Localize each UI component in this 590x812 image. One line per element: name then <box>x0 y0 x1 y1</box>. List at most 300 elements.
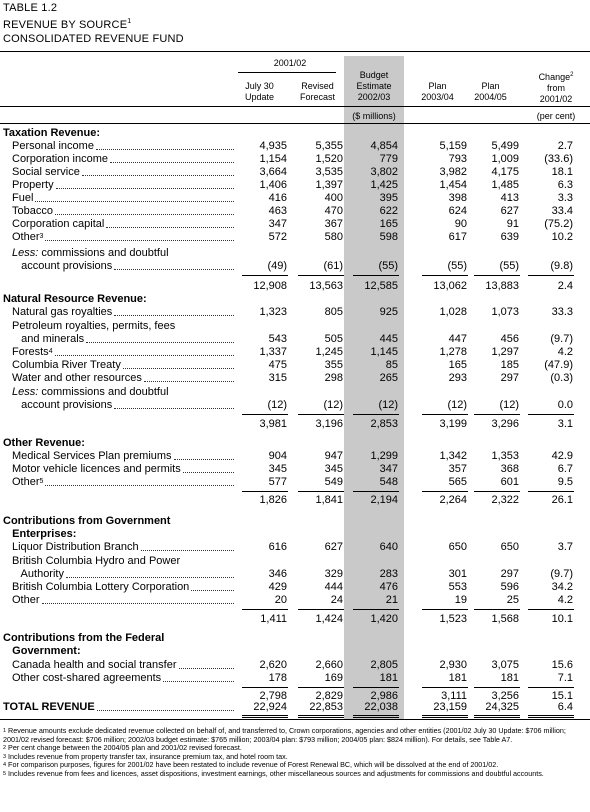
row-label <box>12 541 139 554</box>
cell-plan-2004-05: 24,325 <box>485 701 519 713</box>
row-label-text: Authority <box>12 568 64 580</box>
row-label <box>12 659 177 672</box>
cell-budget-estimate: 165 <box>379 218 398 230</box>
header-plan2004-line2: 2004/05 <box>474 92 507 102</box>
header-bottom-rule <box>0 106 590 107</box>
row-label-text: Motor vehicle licences and permits <box>12 463 181 475</box>
cell-budget-estimate: 2,986 <box>370 690 398 702</box>
cell-revised-forecast: 355 <box>324 359 343 371</box>
cell-change-pct: 33.3 <box>551 306 573 318</box>
header-plan-2004 <box>463 81 518 103</box>
cell-plan-2003-04: 553 <box>448 581 467 593</box>
leader-dots <box>42 603 234 604</box>
row-label <box>12 463 181 476</box>
cell-budget-estimate: (55) <box>378 260 398 272</box>
cell-plan-2003-04: (55) <box>447 260 467 272</box>
cell-plan-2004-05: 413 <box>500 192 519 204</box>
table-row <box>0 260 590 273</box>
row-label-text: Fuel <box>12 192 34 204</box>
leader-dots <box>45 485 234 486</box>
cell-change-pct: (0.3) <box>550 372 573 384</box>
cell-change-pct: 6.4 <box>557 701 573 713</box>
row-label <box>12 450 172 463</box>
cell-july-update: 429 <box>268 581 287 593</box>
table-row <box>0 463 590 476</box>
cell-plan-2004-05: 596 <box>500 581 519 593</box>
row-label-text: commissions and doubtful <box>38 247 169 259</box>
cell-plan-2003-04: 3,982 <box>439 166 467 178</box>
cell-revised-forecast: 505 <box>324 333 343 345</box>
cell-change-pct: (75.2) <box>544 218 573 230</box>
cell-budget-estimate: 1,145 <box>370 346 398 358</box>
column-double-underline <box>422 717 468 718</box>
column-underline <box>528 491 574 492</box>
cell-budget-estimate: 1,299 <box>370 450 398 462</box>
row-label-text: Natural gas royalties <box>12 306 113 318</box>
leader-dots <box>82 175 234 176</box>
row-label <box>12 399 112 412</box>
row-label-text: Other <box>12 231 40 243</box>
row-label-text: Other Revenue: <box>3 437 85 449</box>
row-label-text: Liquor Distribution Branch <box>12 541 139 553</box>
cell-budget-estimate: 640 <box>379 541 398 553</box>
cell-plan-2004-05: 1,485 <box>491 179 519 191</box>
leader-dots <box>110 162 234 163</box>
row-label <box>12 166 80 179</box>
row-label-text: Enterprises: <box>3 528 77 540</box>
cell-plan-2003-04: 1,342 <box>439 450 467 462</box>
cell-change-pct: 6.3 <box>557 179 573 191</box>
cell-plan-2003-04: 3,111 <box>441 690 467 702</box>
cell-revised-forecast: 627 <box>324 541 343 553</box>
cell-revised-forecast: 2,829 <box>315 690 343 702</box>
column-underline <box>474 275 520 276</box>
table-title-text: REVENUE BY SOURCE <box>3 19 128 31</box>
column-underline <box>474 491 520 492</box>
cell-july-update: (12) <box>267 399 287 411</box>
cell-plan-2004-05: 2,322 <box>491 494 519 506</box>
cell-plan-2004-05: 368 <box>500 463 519 475</box>
subtotal-row <box>0 494 590 507</box>
cell-change-pct: 10.2 <box>551 231 573 243</box>
row-label <box>3 701 95 714</box>
cell-plan-2003-04: 23,159 <box>433 701 467 713</box>
column-underline <box>422 414 468 415</box>
row-label <box>12 153 108 166</box>
cell-july-update: 1,323 <box>259 306 287 318</box>
row-label <box>12 476 43 489</box>
cell-july-update: 1,826 <box>259 494 287 506</box>
row-label-text: and minerals <box>12 333 85 345</box>
row-label-text: Canada health and social transfer <box>12 659 177 671</box>
column-underline <box>353 609 399 610</box>
cell-budget-estimate: 3,802 <box>370 166 398 178</box>
cell-change-pct: 26.1 <box>551 494 573 506</box>
cell-change-pct: 15.6 <box>551 659 573 671</box>
cell-july-update: 2,620 <box>259 659 287 671</box>
table-row <box>0 231 590 244</box>
column-underline <box>242 414 288 415</box>
cell-revised-forecast: 1,397 <box>315 179 343 191</box>
cell-plan-2003-04: 5,159 <box>439 140 467 152</box>
row-label-text: Tobacco <box>12 205 53 217</box>
header-plan2003-line2: 2003/04 <box>421 92 454 102</box>
table-row <box>0 320 590 333</box>
leader-dots <box>144 381 234 382</box>
cell-july-update: 3,981 <box>259 418 287 430</box>
footnote-text: Revenue amounts exclude dedicated revenue collected on behalf of, and transferred to, Crown corporations, agencies and other entities (2001/02 July 30 Update: $706 million; 2001/02 revised forecast: $706 million; 2002/03 budget estimate: $765 million; 2003/04 plan: $793 million; 2004/05 plan: $824 million). For details, see Table A7. <box>3 726 566 744</box>
leader-dots <box>55 355 234 356</box>
cell-plan-2004-05: 1,073 <box>491 306 519 318</box>
footnote-number: 5 <box>3 770 7 777</box>
cell-revised-forecast: 470 <box>324 205 343 217</box>
row-label-text: account provisions <box>12 399 113 411</box>
cell-plan-2004-05: 4,175 <box>491 166 519 178</box>
row-label-text: Corporation income <box>12 153 108 165</box>
cell-plan-2004-05: 5,499 <box>491 140 519 152</box>
cell-change-pct: 6.7 <box>557 463 573 475</box>
cell-budget-estimate: 395 <box>379 192 398 204</box>
footnote-number: 3 <box>3 753 7 760</box>
cell-revised-forecast: 549 <box>324 476 343 488</box>
row-label-text: Water and other resources <box>12 372 142 384</box>
cell-revised-forecast: 947 <box>324 450 343 462</box>
cell-july-update: 346 <box>268 568 287 580</box>
column-underline <box>298 414 344 415</box>
cell-plan-2003-04: 1,454 <box>439 179 467 191</box>
cell-plan-2003-04: 19 <box>454 594 467 606</box>
cell-revised-forecast: 5,355 <box>315 140 343 152</box>
footnotes <box>3 727 587 779</box>
table-row <box>0 359 590 372</box>
footnote-number: 4 <box>3 762 7 769</box>
cell-plan-2004-05: 3,075 <box>491 659 519 671</box>
cell-july-update: 3,664 <box>259 166 287 178</box>
column-underline <box>422 609 468 610</box>
row-label <box>12 179 54 192</box>
column-underline <box>422 275 468 276</box>
cell-plan-2003-04: 3,199 <box>439 418 467 430</box>
cell-plan-2003-04: 2,264 <box>439 494 467 506</box>
title-footnote-marker: 1 <box>127 18 132 25</box>
cell-change-pct: 3.7 <box>557 541 573 553</box>
cell-budget-estimate: 598 <box>379 231 398 243</box>
header-july-line2: Update <box>244 92 275 102</box>
row-label-text: Other <box>12 594 40 606</box>
row-label <box>3 127 100 140</box>
row-label <box>12 594 40 607</box>
column-underline <box>298 609 344 610</box>
cell-plan-2003-04: 2,930 <box>439 659 467 671</box>
footnote-marker: 5 <box>39 478 44 485</box>
header-group-2001-02: 2001/02 <box>273 58 307 68</box>
cell-change-pct: 4.2 <box>557 346 573 358</box>
units-label: ($ millions) <box>352 111 396 121</box>
cell-budget-estimate: 283 <box>379 568 398 580</box>
cell-change-pct: 33.4 <box>551 205 573 217</box>
cell-change-pct: 15.1 <box>551 690 573 702</box>
cell-july-update: 347 <box>268 218 287 230</box>
cell-budget-estimate: 476 <box>379 581 398 593</box>
cell-plan-2003-04: 181 <box>448 672 467 684</box>
cell-july-update: 22,924 <box>253 701 287 713</box>
table-row <box>0 179 590 192</box>
cell-budget-estimate: 2,853 <box>370 418 398 430</box>
cell-budget-estimate: 548 <box>379 476 398 488</box>
header-budget-line2: Estimate <box>356 81 392 91</box>
cell-change-pct: (33.6) <box>544 153 573 165</box>
cell-plan-2004-05: 297 <box>500 372 519 384</box>
cell-change-pct: (9.8) <box>550 260 573 272</box>
row-label <box>12 320 175 333</box>
footnote-marker: 3 <box>39 233 44 240</box>
header-revised-line2: Forecast <box>299 92 335 102</box>
leader-dots <box>55 214 234 215</box>
cell-change-pct: 10.1 <box>551 613 573 625</box>
section-heading <box>0 528 590 541</box>
leader-dots <box>66 577 234 578</box>
column-underline <box>242 687 288 688</box>
cell-revised-forecast: 400 <box>324 192 343 204</box>
column-underline <box>353 414 399 415</box>
row-label-text: TOTAL REVENUE <box>3 701 95 713</box>
cell-july-update: 543 <box>268 333 287 345</box>
cell-plan-2004-05: 297 <box>500 568 519 580</box>
row-label <box>3 293 147 306</box>
cell-plan-2004-05: 3,256 <box>491 690 519 702</box>
header-budget-line3: 2002/03 <box>357 92 391 102</box>
column-double-underline <box>353 717 399 718</box>
column-underline <box>298 715 344 716</box>
row-label-text: Contributions from Government <box>3 515 171 527</box>
column-underline <box>528 414 574 415</box>
table-row <box>0 247 590 260</box>
row-label <box>12 346 53 359</box>
cell-july-update: 572 <box>268 231 287 243</box>
column-underline <box>422 687 468 688</box>
row-label-text: Natural Resource Revenue: <box>3 293 147 305</box>
cell-plan-2003-04: 1,028 <box>439 306 467 318</box>
cell-plan-2003-04: 398 <box>448 192 467 204</box>
cell-budget-estimate: 779 <box>379 153 398 165</box>
row-label <box>12 359 121 372</box>
cell-revised-forecast: 22,853 <box>309 701 343 713</box>
table-row <box>0 594 590 607</box>
cell-plan-2003-04: 1,278 <box>439 346 467 358</box>
row-label <box>12 581 189 594</box>
cell-budget-estimate: 622 <box>379 205 398 217</box>
header-budget-estimate <box>344 70 404 103</box>
column-underline <box>353 715 399 716</box>
cell-plan-2004-05: 627 <box>500 205 519 217</box>
footnote <box>3 770 587 779</box>
table-number: TABLE 1.2 <box>3 2 58 14</box>
cell-revised-forecast: 329 <box>324 568 343 580</box>
column-underline <box>353 491 399 492</box>
bottom-rule <box>0 719 590 720</box>
column-underline <box>298 275 344 276</box>
column-underline <box>353 275 399 276</box>
row-label-italic: Less: <box>12 386 39 398</box>
cell-plan-2003-04: 650 <box>448 541 467 553</box>
column-underline <box>298 687 344 688</box>
header-change-line2: from <box>547 83 565 93</box>
row-label <box>12 140 94 153</box>
footnote <box>3 727 587 744</box>
table-row <box>0 672 590 685</box>
table-row <box>0 541 590 554</box>
cell-plan-2004-05: 181 <box>500 672 519 684</box>
cell-plan-2003-04: 565 <box>448 476 467 488</box>
cell-budget-estimate: 925 <box>379 306 398 318</box>
cell-change-pct: 3.1 <box>557 418 573 430</box>
cell-plan-2003-04: 624 <box>448 205 467 217</box>
header-july-update <box>232 81 287 103</box>
header-change-line1 <box>525 70 587 83</box>
cell-revised-forecast: 3,196 <box>315 418 343 430</box>
cell-budget-estimate: 181 <box>379 672 398 684</box>
cell-budget-estimate: (12) <box>378 399 398 411</box>
cell-plan-2004-05: 639 <box>500 231 519 243</box>
cell-plan-2004-05: 1,009 <box>491 153 519 165</box>
cell-revised-forecast: 1,245 <box>315 346 343 358</box>
row-label-text: Other cost-shared agreements <box>12 672 162 684</box>
table-row <box>0 659 590 672</box>
column-underline <box>242 275 288 276</box>
cell-july-update: 475 <box>268 359 287 371</box>
table-row <box>0 476 590 489</box>
column-underline <box>474 715 520 716</box>
header-change-word: Change <box>538 72 571 82</box>
cell-budget-estimate: 1,420 <box>370 613 398 625</box>
cell-plan-2003-04: 13,062 <box>433 280 467 292</box>
leader-dots <box>114 315 234 316</box>
leader-dots <box>35 201 234 202</box>
cell-budget-estimate: 445 <box>379 333 398 345</box>
table-row <box>0 555 590 568</box>
cell-plan-2004-05: (12) <box>499 399 519 411</box>
column-underline <box>474 609 520 610</box>
header-change <box>525 70 587 105</box>
row-label-text: British Columbia Hydro and Power <box>12 555 181 567</box>
cell-revised-forecast: 805 <box>324 306 343 318</box>
section-heading <box>0 515 590 528</box>
cell-july-update: 416 <box>268 192 287 204</box>
cell-july-update: 2,798 <box>259 690 287 702</box>
cell-july-update: 345 <box>268 463 287 475</box>
percent-label: (per cent) <box>536 111 576 121</box>
cell-revised-forecast: 13,563 <box>309 280 343 292</box>
cell-budget-estimate: 85 <box>385 359 398 371</box>
cell-plan-2004-05: 185 <box>500 359 519 371</box>
leader-dots <box>174 459 234 460</box>
section-heading <box>0 632 590 645</box>
cell-budget-estimate: 265 <box>379 372 398 384</box>
cell-budget-estimate: 347 <box>379 463 398 475</box>
cell-revised-forecast: 1,841 <box>315 494 343 506</box>
row-label <box>12 568 64 581</box>
cell-plan-2003-04: 447 <box>448 333 467 345</box>
header-change-line3: 2001/02 <box>539 94 573 104</box>
cell-change-pct: 18.1 <box>551 166 573 178</box>
row-label <box>3 437 85 450</box>
header-revised-forecast <box>290 81 345 103</box>
cell-plan-2003-04: (12) <box>447 399 467 411</box>
cell-budget-estimate: 12,585 <box>364 280 398 292</box>
subtotal-row <box>0 613 590 626</box>
column-underline <box>242 609 288 610</box>
footnote-text: Includes revenue from fees and licences, asset dispositions, investment earnings, other miscellaneous sources and adjustments for commissions and doubtful accounts. <box>6 768 544 778</box>
cell-plan-2004-05: 601 <box>500 476 519 488</box>
row-label <box>12 247 169 260</box>
cell-plan-2003-04: 357 <box>448 463 467 475</box>
cell-july-update: 1,154 <box>259 153 287 165</box>
cell-plan-2004-05: 456 <box>500 333 519 345</box>
column-underline <box>528 609 574 610</box>
table-row <box>0 140 590 153</box>
leader-dots <box>191 590 234 591</box>
row-label-text: commissions and doubtful <box>38 386 169 398</box>
cell-revised-forecast: 345 <box>324 463 343 475</box>
row-label-text: British Columbia Lottery Corporation <box>12 581 190 593</box>
cell-july-update: 20 <box>274 594 287 606</box>
table-row <box>0 346 590 359</box>
row-label <box>12 672 161 685</box>
header-plan2004-line1: Plan <box>481 81 500 91</box>
column-underline <box>298 491 344 492</box>
footnote-number: 1 <box>3 728 7 734</box>
table-title <box>3 19 131 31</box>
section-heading <box>0 437 590 450</box>
column-underline <box>422 491 468 492</box>
leader-dots <box>141 550 234 551</box>
row-label <box>3 515 170 528</box>
cell-plan-2004-05: 91 <box>506 218 519 230</box>
row-label-text: Government: <box>3 645 81 657</box>
cell-plan-2003-04: 301 <box>448 568 467 580</box>
column-double-underline <box>474 717 520 718</box>
cell-revised-forecast: (61) <box>323 260 343 272</box>
row-label <box>12 205 53 218</box>
subtotal-row <box>0 280 590 293</box>
cell-plan-2003-04: 617 <box>448 231 467 243</box>
footnote-text: Includes revenue from property transfer tax, insurance premium tax, and hotel room tax. <box>6 751 288 761</box>
table-row <box>0 218 590 231</box>
column-double-underline <box>298 717 344 718</box>
table-row <box>0 568 590 581</box>
cell-july-update: 1,406 <box>259 179 287 191</box>
row-label-text: Corporation capital <box>12 218 105 230</box>
column-underline <box>474 687 520 688</box>
row-label <box>12 306 112 319</box>
cell-revised-forecast: 169 <box>324 672 343 684</box>
cell-plan-2004-05: 25 <box>506 594 519 606</box>
section-heading <box>0 293 590 306</box>
table-row <box>0 581 590 594</box>
cell-july-update: 904 <box>268 450 287 462</box>
column-underline <box>528 275 574 276</box>
row-label-text: Contributions from the Federal <box>3 632 165 644</box>
leader-dots <box>97 710 234 711</box>
cell-change-pct: 7.1 <box>557 672 573 684</box>
table-row <box>0 166 590 179</box>
row-label-text: Taxation Revenue: <box>3 127 100 139</box>
cell-plan-2004-05: 13,883 <box>485 280 519 292</box>
leader-dots <box>123 368 234 369</box>
leader-dots <box>179 668 235 669</box>
header-plan2003-line1: Plan <box>428 81 447 91</box>
cell-july-update: 178 <box>268 672 287 684</box>
